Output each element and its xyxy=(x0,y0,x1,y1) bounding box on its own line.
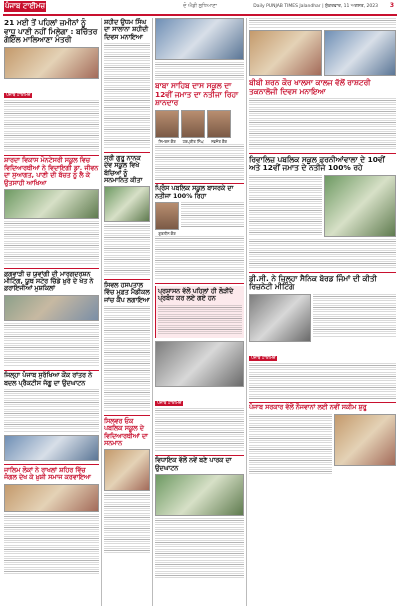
student-photo xyxy=(207,110,231,138)
article-body xyxy=(249,363,396,399)
divider xyxy=(104,279,150,280)
article-body xyxy=(249,414,332,474)
topper-card xyxy=(181,110,205,144)
article-body xyxy=(104,43,150,103)
column-3 xyxy=(155,18,244,608)
divider xyxy=(155,455,244,456)
article-body xyxy=(158,305,242,335)
article-body xyxy=(104,105,150,149)
article xyxy=(249,404,396,475)
byline-tag: ਪੰਜਾਬ ਟਾਈਮਜ਼ xyxy=(157,400,182,406)
article-photo xyxy=(249,294,311,342)
article-headline: ਫ਼ਗਵਾੜੀ ਚ ਯੁਵਾਂਗੀ ਦੀ ਮਾਰਗਦਰਸ਼ਨ ਮੀਟਿੰਗ, ਯੂਥ ਸਟੋਰ ਚਿੱਡੇ ਖ਼ੁਰੇ ਦੇ ਖੇਤ ਨੇ ਫ਼ਰਾਇਜੀਆਂ ਮੁਸ਼ਕਿਲਾਂ xyxy=(4,270,94,293)
article-photo xyxy=(334,414,396,466)
article-headline: ਸ਼ਾਰਦਾ ਵਿਕਾਸ ਮੋਨਟੇਸਰੀ ਸਕੂਲ ਵਿਚ ਵਿਦਿਆਰਥੀਆਂ ਨੇ ਵਿਦਾਇਗੀ ਡਾ. ਜੀਵਨ ਦਾ ਸੁਆਗਤ, ਪਾਣੀ ਦੀ ਬੱਚਤ ਨੂੰ ਲੈ ਕੇ ਉਤਸਾਹੀ ਆਖਿਆ xyxy=(4,157,99,187)
divider xyxy=(4,155,99,156)
article-body xyxy=(4,100,99,152)
article-photo xyxy=(4,435,99,461)
article xyxy=(155,185,244,280)
article-headline: ਸਿਵਲ ਹਸਪਤਾਲ ਵਿੱਚ ਮੁਫ਼ਤ ਮੈਡੀਕਲ ਜਾਂਚ ਕੈਂਪ ਲਗਾਇਆ xyxy=(104,282,150,304)
article xyxy=(155,457,244,578)
article xyxy=(4,19,99,152)
topper-card xyxy=(155,110,179,144)
article-body xyxy=(181,202,244,228)
article xyxy=(104,19,150,149)
article-body xyxy=(4,323,99,367)
article xyxy=(155,341,244,452)
article-headline: ਸ੍ਰੀ ਗੁਰੂ ਨਾਨਕ ਦੇਵ ਸਕੂਲ ਵਿਖੇ ਬੱਚਿਆਂ ਨੂੰ ਸਨਮਾਨਿਤ ਕੀਤਾ xyxy=(104,154,143,185)
article-photo xyxy=(155,474,244,516)
column-2 xyxy=(104,18,150,608)
article xyxy=(104,418,150,554)
article xyxy=(4,372,99,461)
toppers-row xyxy=(155,202,244,236)
article-headline: ਸਿਲਵਰ ਓਕ ਪਬਲਿਕ ਸਕੂਲ ਦੇ ਵਿਦਿਆਰਥੀਆਂ ਦਾ ਸਨਮਾਨ xyxy=(104,417,148,448)
student-name: ਗੁਰਲੀਨ ਕੌਰ xyxy=(158,231,176,237)
student-name: ਹਰਪ੍ਰੀਤ ਸਿੰਘ xyxy=(182,138,204,144)
article xyxy=(249,18,396,150)
photo-row xyxy=(249,294,396,344)
article-headline: ਡੀ.ਸੀ. ਨੇ ਜ਼ਿਲ੍ਹਾ ਸੈਨਿਕ ਬੋਰਡ ਜਿੰਮਾਂ ਦੀ ਕੀਤੀ ਰਿਜ਼ਨੇਟੀ ਮੀਟਿੰਗ xyxy=(249,273,377,292)
divider xyxy=(104,152,150,153)
article-body xyxy=(155,408,244,452)
article-body xyxy=(249,98,396,150)
article-body xyxy=(104,224,150,276)
article-photo xyxy=(155,18,244,60)
student-photo xyxy=(181,110,205,138)
article-body xyxy=(104,306,150,366)
article-body xyxy=(155,62,244,80)
edition-line: Daily PUNJAB TIMES Jalandhar | ਸ਼ੁੱਕਰਵਾਰ, 11 ਅਗਸਤ, 2023 xyxy=(253,4,378,9)
article xyxy=(4,157,99,265)
toppers-row xyxy=(155,110,244,144)
photo-row xyxy=(249,414,396,476)
article xyxy=(4,467,99,574)
article-photo xyxy=(104,449,150,491)
student-name: ਨਵਜੋਤ ਕੌਰ xyxy=(211,138,227,144)
newspaper-logo: ਪੰਜਾਬ ਟਾਈਮਜ਼ xyxy=(4,2,46,10)
divider xyxy=(249,272,396,273)
article-photo xyxy=(4,484,99,512)
article-headline: ਵਿਧਾਇਕ ਵੱਲੋਂ ਨਵੇਂ ਬਣੇ ਪਾਰਕ ਦਾ ਉਦਘਾਟਨ xyxy=(155,457,232,472)
article-body xyxy=(155,236,244,280)
article-body xyxy=(155,144,244,180)
divider xyxy=(155,283,244,284)
divider xyxy=(4,268,99,269)
article-headline: ਰਿਵਾਲਿਜ਼ ਪਬਲਿਕ ਸਕੂਲ ਫ਼ਰਨੀਆਂਵਾਲਾ ਦੇ 10ਵੀਂ ਅਤੇ 12ਵੀਂ ਜਮਾਤ ਦੇ ਨਤੀਜੇ 100% ਰਹੇ xyxy=(249,154,385,173)
article-body xyxy=(249,175,322,235)
article-photo xyxy=(4,47,99,79)
article-photo xyxy=(4,189,99,219)
article-headline: ਪੰਜਾਬ ਸਰਕਾਰ ਵੱਲੋਂ ਨੌਜਵਾਨਾਂ ਲਈ ਨਵੀਂ ਸਕੀਮ ਸ਼ੁਰੂ xyxy=(249,404,367,412)
article xyxy=(249,275,396,399)
student-photo xyxy=(155,202,179,230)
article-body xyxy=(4,514,99,574)
topper-card xyxy=(207,110,231,144)
student-name: ਸਿਮਰਨ ਕੌਰ xyxy=(158,138,176,144)
article-photo xyxy=(4,295,99,321)
article xyxy=(155,18,244,180)
article xyxy=(4,271,99,367)
article-photo xyxy=(324,30,397,76)
article-headline: 21 ਮਈ ਤੋਂ ਪਹਿਲਾਂ ਜ਼ਮੀਨਾਂ ਨੂੰ ਵਾਧੂ ਪਾਣੀ ਨਹੀਂ ਮਿਲੇਗਾ : ਬਚਿੱਤਰ ਗੋਇੰਲ ਮਾਲਿਆਣਾ ਮੰਤਰੀ xyxy=(4,18,98,45)
column-divider xyxy=(101,18,102,606)
byline-tag: ਪੰਜਾਬ ਟਾਈਮਜ਼ xyxy=(6,92,31,98)
divider xyxy=(155,183,244,184)
page-number: 3 xyxy=(389,2,394,9)
article-headline: ਜਿਲ੍ਹਾ ਪੰਜਾਬ ਸੁਰੱਖਿਆ ਕੋਂਕ ਰਾਂਤਰ ਨੇ ਬਦਲ ਪ੍ਰੈਕਟੀਸ ਜੱਗੂ ਦਾ ਉਦਘਾਟਨ xyxy=(4,372,93,387)
byline-tag: ਪੰਜਾਬ ਟਾਈਮਜ਼ xyxy=(251,355,276,361)
article-photo xyxy=(155,341,244,387)
section-title: ਦੋ ਐਡੀ ਲੁਧਿਆਣਾ xyxy=(183,3,217,9)
article-photo xyxy=(249,30,322,76)
column-divider xyxy=(152,18,153,606)
article-body xyxy=(249,239,396,269)
article xyxy=(249,156,396,269)
topper-card xyxy=(155,202,179,236)
article-photo xyxy=(104,186,150,222)
article-photo xyxy=(324,175,396,237)
article-body xyxy=(313,294,396,338)
article-headline: ਬੀਬੀ ਸ਼ਰਨ ਕੌਰ ਖਾਲਸਾ ਕਾਲਜ ਵੱਲੋਂ ਰਾਸ਼ਟਰੀ ਤਕਨਾਲੋਜੀ ਦਿਵਸ ਮਨਾਇਆ xyxy=(249,78,371,96)
article xyxy=(104,282,150,412)
article-headline: ਜਾਲਿਮ ਲੋਕਾਂ ਨੇ ਰਾਖਲਾਂ ਸ਼ਹਿਰ ਵਿੱਚ ਜੰਗਲ ਦੇਖ ਕੇ ਖ਼ੁਸ਼ੀ ਸਮਾਜ ਕਰਵਾਇਆ xyxy=(4,466,91,482)
article-headline: ਪ੍ਰਸ਼ਾਸਨ ਵੱਲੋਂ ਪਹਿਲਾਂ ਹੀ ਲੋੜੀਂਦੇ ਪ੍ਰਬੰਧ ਕਰ ਲਏ ਗਏ ਹਨ xyxy=(158,287,234,303)
divider xyxy=(4,370,99,371)
article-body xyxy=(104,368,150,412)
column-divider xyxy=(246,18,247,606)
article xyxy=(155,286,244,338)
article-body xyxy=(4,221,99,265)
article-body xyxy=(249,18,396,28)
column-4 xyxy=(249,18,396,608)
article-headline: ਪ੍ਰਿੰਸ ਪਬਲਿਕ ਸਕੂਲ ਬਾਸਰਕੇ ਦਾ ਨਤੀਜਾ 100% ਰਿਹਾ xyxy=(155,185,234,200)
article xyxy=(104,155,150,277)
masthead-rule xyxy=(3,14,397,16)
divider xyxy=(249,153,396,154)
divider xyxy=(104,415,150,416)
column-1 xyxy=(4,18,99,608)
divider xyxy=(249,402,396,403)
article-body xyxy=(155,518,244,578)
masthead xyxy=(0,0,400,14)
article-body xyxy=(104,493,150,553)
photo-row xyxy=(249,175,396,239)
student-photo xyxy=(155,110,179,138)
photo-row xyxy=(249,30,396,78)
article-headline: ਬਾਬਾ ਸਾਹਿਬ ਦਾਸ ਸਕੂਲ ਦਾ 12ਵੀਂ ਜਮਾਤ ਦਾ ਨਤੀਜਾ ਰਿਹਾ ਸ਼ਾਨਦਾਰ xyxy=(155,81,239,108)
divider xyxy=(4,464,99,465)
article-body xyxy=(4,389,99,433)
article-headline: ਸ਼ਹੀਦ ਉਧਮ ਸਿੰਘ ਦਾ ਸਾਲਾਨਾ ਸ਼ਹੀਦੀ ਦਿਵਸ ਮਨਾਇਆ xyxy=(104,19,149,41)
